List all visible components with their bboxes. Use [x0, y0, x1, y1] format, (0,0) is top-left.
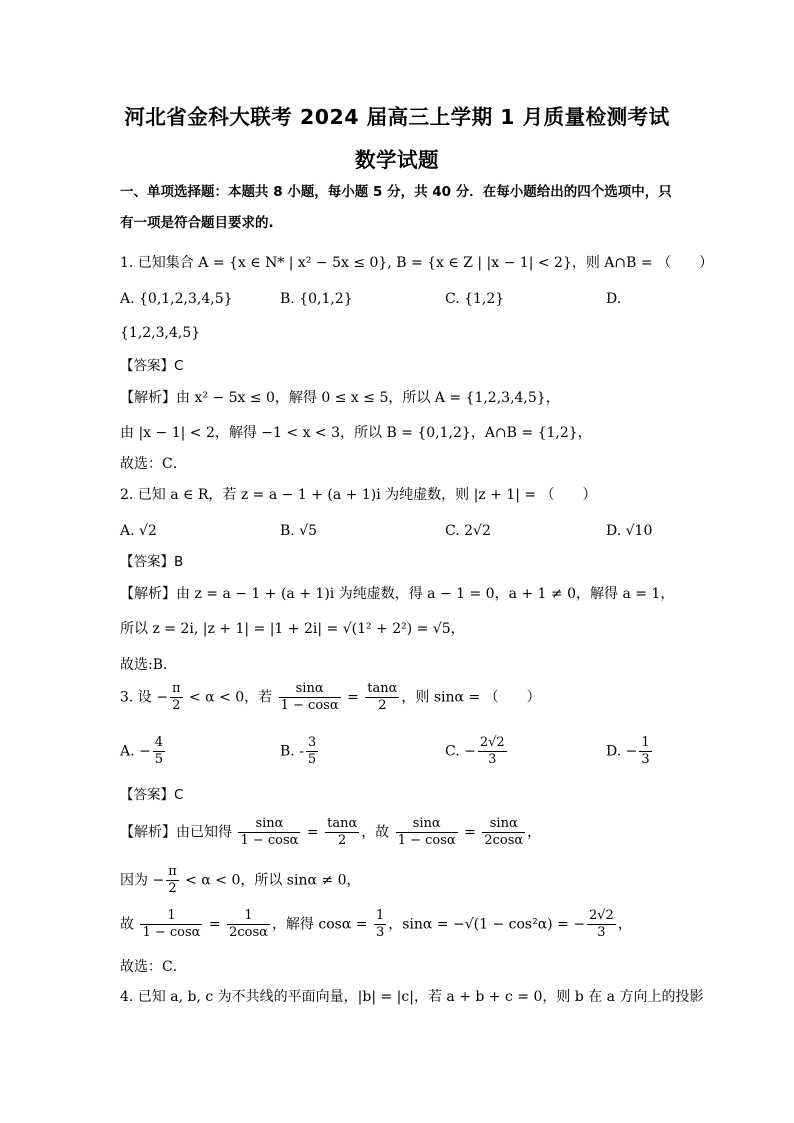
- section-heading-line1: 一、单项选择题：本题共 8 小题，每小题 5 分，共 40 分．在每小题给出的四个选项中，只: [120, 184, 672, 200]
- q4-stem: 4. 已知 a, b, c 为不共线的平面向量，|b| = |c|，若 a + b + c = 0，则 b 在 a 方向上的投影: [120, 989, 704, 1005]
- q1-option-d-cont: {1,2,3,4,5}: [120, 325, 201, 341]
- section-heading-line2: 有一项是符合题目要求的.: [120, 215, 274, 231]
- q3-solution-1: 【解析】由已知得 $\frac{\sin\alpha}{1 - \cos\alpha}$ = $\frac{\tan\alpha}{2}$ ，故 $\frac{\sin\alpha}{1 - \cos\alpha}$ = $\frac{\sin\alpha}{2\cos\alpha}$ ，: [120, 816, 542, 848]
- q3-solution-4: 故选：C．: [120, 959, 187, 975]
- q3-stem: 3. 设 − $\frac{\pi}{2}$ < α < 0，若 $\frac{\sin\alpha}{1 - \cos\alpha}$ = $\frac{\tan\alpha}{2}$ ，则 sinα = （ ）: [120, 681, 541, 713]
- q3-stem-a: 3. 设 −: [120, 689, 168, 706]
- q2-option-a: A. √2: [120, 523, 157, 539]
- q1-option-d: D.: [606, 291, 622, 307]
- q1-solution-2: 由 |x − 1| < 2，解得 −1 < x < 3，所以 B = {0,1,2}，A∩B = {1,2}，: [120, 425, 592, 441]
- q3-option-a: A. − $\frac{4}{5}$: [120, 735, 164, 767]
- q3-option-b: B. - $\frac{3}{5}$: [280, 735, 317, 767]
- q1-answer: 【答案】C: [120, 358, 184, 374]
- q2-option-b: B. √5: [280, 523, 318, 539]
- q1-option-c: C. {1,2}: [445, 291, 505, 307]
- q2-solution-2: 所以 z = 2i, |z + 1| = |1 + 2i| = √(1² + 2²) = √5，: [120, 621, 465, 637]
- q3-frac-tan: $\frac{\tan\alpha}{2}$: [367, 681, 398, 713]
- q3-answer: 【答案】C: [120, 787, 184, 803]
- q2-solution-1: 【解析】由 z = a − 1 + (a + 1)i 为纯虚数，得 a − 1 = 0，a + 1 ≠ 0，解得 a = 1，: [120, 586, 675, 602]
- q3-frac-sin: $\frac{\sin\alpha}{1 - \cos\alpha}$: [280, 681, 339, 713]
- q2-stem: 2. 已知 a ∈ R，若 z = a − 1 + (a + 1)i 为纯虚数，则 |z + 1| = （ ）: [120, 487, 597, 503]
- q3-pi-over-2: $\frac{\pi}{2}$: [172, 681, 181, 713]
- q3-option-d: D. − $\frac{1}{3}$: [606, 735, 650, 767]
- q1-option-a: A. {0,1,2,3,4,5}: [120, 291, 233, 307]
- document-title: 河北省金科大联考 2024 届高三上学期 1 月质量检测考试: [124, 105, 670, 129]
- q1-stem: 1. 已知集合 A = {x ∈ N* | x² − 5x ≤ 0}, B = {x ∈ Z | |x − 1| < 2}，则 A∩B = （ ）: [120, 255, 714, 271]
- q1-option-b: B. {0,1,2}: [280, 291, 353, 307]
- q3-option-c: C. − $\frac{2√2}{3}$: [445, 735, 505, 767]
- q2-option-d: D. √10: [606, 523, 653, 539]
- q3-solution-2: 因为 − $\frac{\pi}{2}$ < α < 0，所以 sinα ≠ 0，: [120, 864, 361, 896]
- q1-solution-3: 故选：C．: [120, 456, 187, 472]
- q1-solution-1: 【解析】由 x² − 5x ≤ 0，解得 0 ≤ x ≤ 5，所以 A = {1,2,3,4,5}，: [120, 390, 560, 406]
- q3-solution-3: 故 $\frac{1}{1 - \cos\alpha}$ = $\frac{1}{2\cos\alpha}$ ，解得 cosα = $\frac{1}{3}$ ，sinα = −√(1 − cos²α) = − $\frac{2√2}{3}$ ，: [120, 908, 632, 940]
- q3-stem-b: < α < 0，若: [184, 689, 273, 706]
- q2-answer: 【答案】B: [120, 554, 184, 570]
- q2-solution-3: 故选:B．: [120, 657, 178, 673]
- q3-stem-c: ，则 sinα = （ ）: [401, 689, 541, 706]
- document-subtitle: 数学试题: [355, 148, 439, 172]
- q2-option-c: C. 2√2: [445, 523, 491, 539]
